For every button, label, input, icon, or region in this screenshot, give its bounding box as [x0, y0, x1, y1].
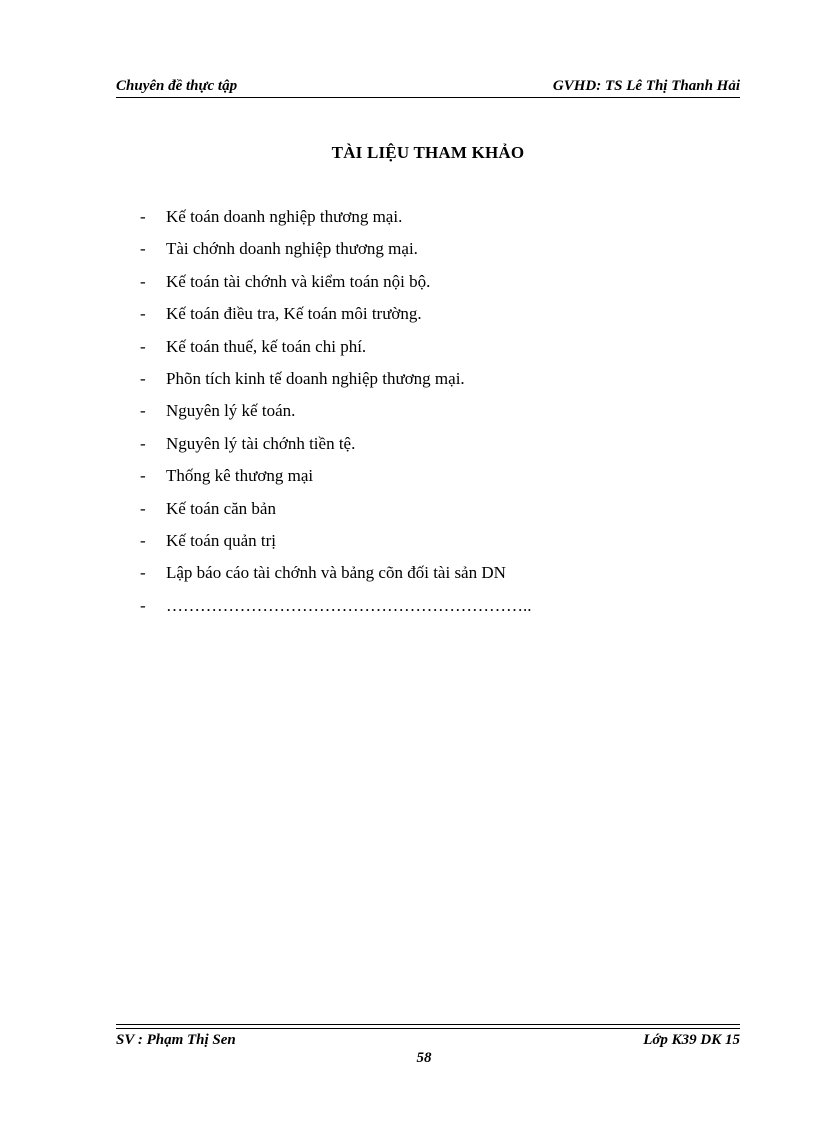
list-bullet: -: [140, 304, 146, 324]
reference-text: Kế toán thuế, kế toán chi phí.: [166, 336, 367, 356]
list-bullet: -: [140, 207, 146, 226]
reference-text: Phõn tích kinh tế doanh nghiệp thương mại.: [166, 368, 465, 388]
footer-class: Lớp K39 DK 15: [643, 1032, 740, 1048]
page-header: [116, 76, 740, 98]
reference-text: Nguyên lý tài chớnh tiền tệ.: [166, 433, 356, 453]
reference-text: ………………………………………………………..: [166, 595, 532, 615]
header-rule: [116, 97, 740, 98]
list-bullet: -: [140, 498, 146, 518]
list-bullet: -: [140, 563, 146, 583]
header-topic: Chuyên đề thực tập: [116, 78, 238, 94]
list-bullet: -: [140, 530, 146, 550]
footer-rule-top: [116, 1024, 740, 1025]
list-bullet: -: [140, 271, 146, 291]
list-bullet: -: [140, 239, 146, 259]
list-bullet: -: [140, 368, 146, 388]
reference-text: Thống kê thương mại: [166, 466, 314, 486]
header-supervisor: GVHD: TS Lê Thị Thanh Hải: [552, 78, 740, 94]
list-bullet: -: [140, 466, 146, 486]
footer-student: SV : Phạm Thị Sen: [116, 1032, 236, 1048]
list-bullet: -: [140, 595, 146, 615]
reference-text: Kế toán quản trị: [166, 530, 276, 550]
reference-text: Kế toán căn bản: [166, 498, 276, 518]
reference-text: Nguyên lý kế toán.: [166, 401, 296, 421]
reference-text: Tài chớnh doanh nghiệp thương mại.: [166, 239, 418, 259]
reference-text: Kế toán điều tra, Kế toán môi trường.: [166, 304, 422, 324]
reference-text: Lập báo cáo tài chớnh và bảng cõn đối tài sản DN: [166, 563, 506, 583]
page-title: TÀI LIỆU THAM KHẢO: [331, 143, 525, 162]
list-bullet: -: [140, 336, 146, 356]
list-bullet: -: [140, 433, 146, 453]
reference-text: Kế toán tài chớnh và kiểm toán nội bộ.: [166, 271, 431, 291]
list-bullet: -: [140, 401, 146, 421]
reference-text: Kế toán doanh nghiệp thương mại.: [166, 207, 403, 226]
page-number: 58: [416, 1050, 432, 1066]
footer-rule-bottom: [116, 1028, 740, 1029]
